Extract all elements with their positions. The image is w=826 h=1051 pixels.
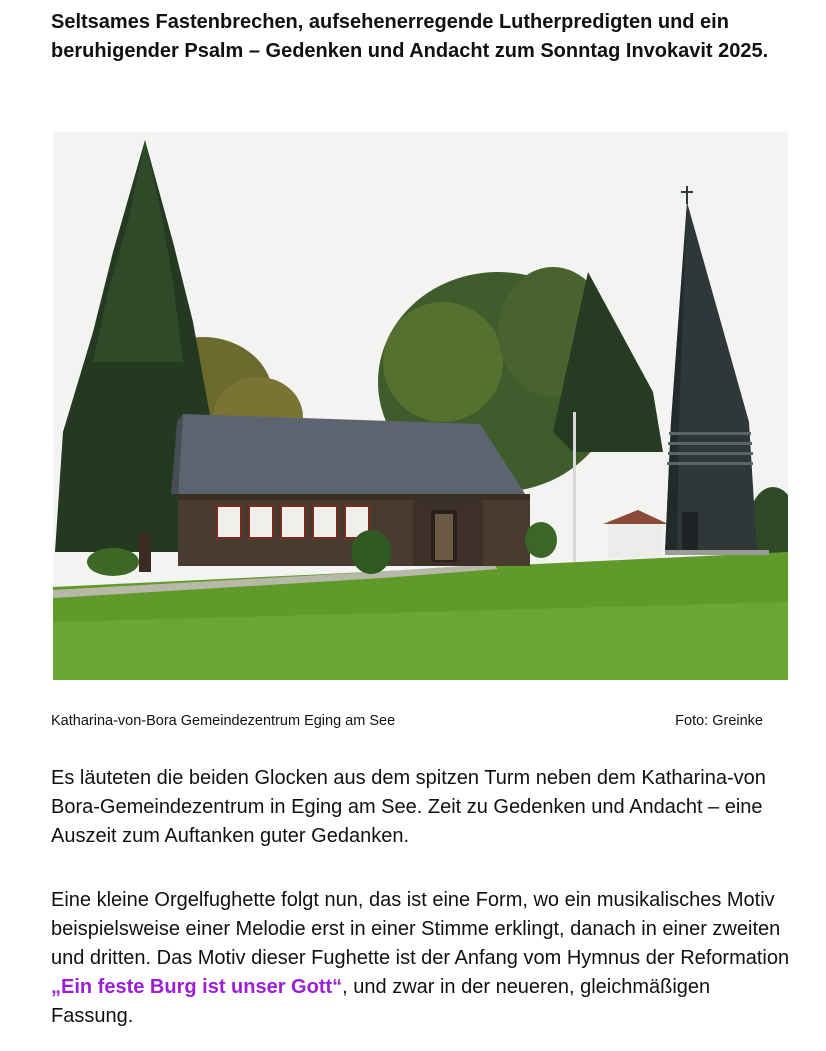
caption-text: Katharina-von-Bora Gemeindezentrum Eging am See <box>51 713 396 729</box>
photo-caption <box>51 711 763 731</box>
paragraph-fughette <box>51 886 791 1031</box>
paragraph-fughette-tail: , und zwar in der neueren, gleichmäßigen Fassung. <box>51 976 711 1027</box>
paragraph-fughette-text: Eine kleine Orgelfughette folgt nun, das ist eine Form, wo ein musikalisches Motiv beispielsweise einer Melodie erst in einer Stimme erklingt, danach in einer zweiten und dritten. Das Motiv dieser Fughette ist der Anfang vom Hymnus der Reformation <box>51 889 790 969</box>
photo-credit: Foto: Greinke <box>675 713 763 729</box>
church-photo <box>53 132 788 680</box>
hymn-title-highlight: „Ein feste Burg ist unser Gott“ <box>51 976 343 998</box>
article-title: Seltsames Fastenbrechen, aufsehenerregende Lutherpredigten und ein beruhigender Psalm – Gedenken und Andacht zum Sonntag Invokavit 2025. <box>51 11 769 62</box>
paragraph-intro: Es läuteten die beiden Glocken aus dem spitzen Turm neben dem Katharina-von Bora-Gemeindezentrum in Eging am See. Zeit zu Gedenken und Andacht – eine Auszeit zum Auftanken guter Gedanken. <box>51 767 766 847</box>
